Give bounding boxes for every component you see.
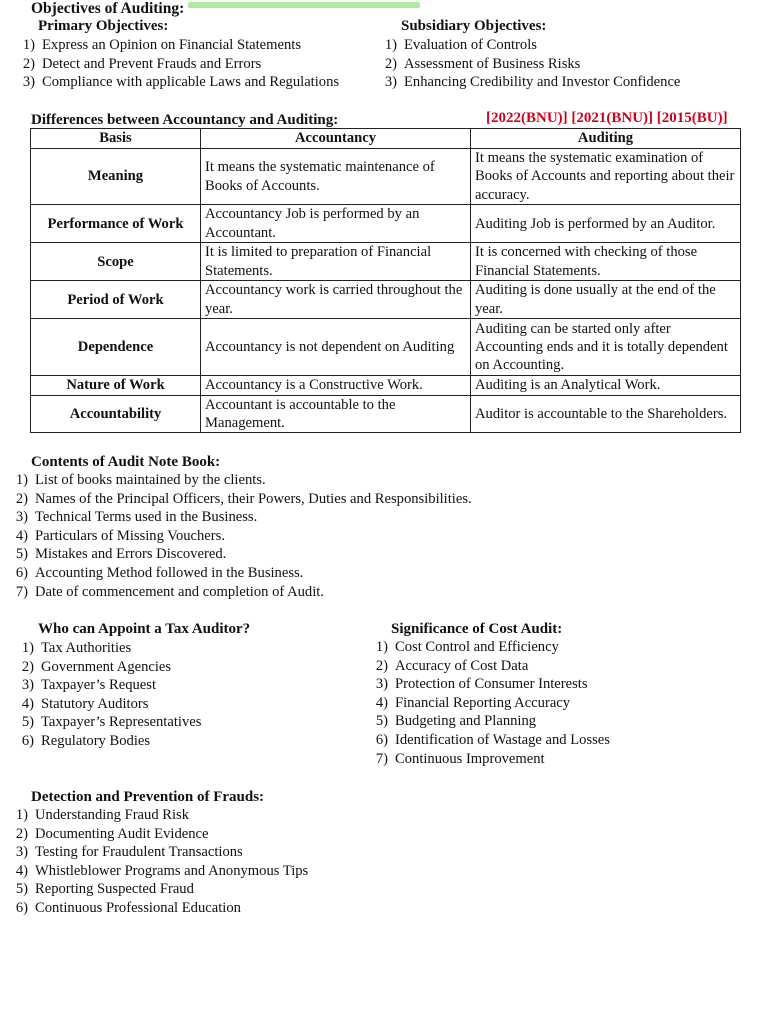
list-item-text: Reporting Suspected Fraud (35, 881, 194, 898)
list-item-text: Regulatory Bodies (41, 732, 151, 749)
list-item-text: Assessment of Business Risks (404, 55, 581, 72)
accountancy-cell: Accountant is accountable to the Management. (201, 395, 471, 433)
basis-cell: Dependence (31, 319, 201, 376)
list-item (371, 73, 680, 92)
basis-cell: Performance of Work (31, 205, 201, 243)
accountancy-cell: Accountancy work is carried throughout the year. (201, 281, 471, 319)
list-item-text: Identification of Wastage and Losses (395, 731, 610, 748)
list-item-number: 4) (15, 527, 28, 544)
accountancy-cell: Accountancy is not dependent on Auditing (201, 319, 471, 376)
list-item-number: 1) (375, 639, 388, 655)
list-item (8, 695, 201, 714)
frauds-list (2, 806, 308, 918)
list-item (362, 675, 610, 694)
list-item-number: 5) (375, 713, 388, 730)
list-item (8, 639, 201, 658)
list-item-number: 6) (15, 899, 28, 916)
accountancy-cell: It is limited to preparation of Financial Statements. (201, 243, 471, 281)
auditing-cell: Auditing is an Analytical Work. (471, 376, 741, 395)
list-item-number: 2) (15, 825, 28, 842)
list-item (362, 712, 610, 731)
list-item-text: Testing for Fraudulent Transactions (35, 844, 243, 861)
list-item-number: 4) (15, 862, 28, 879)
list-item (8, 732, 201, 751)
list-item-number: 5) (21, 714, 34, 731)
auditing-cell: Auditing is done usually at the end of the year. (471, 281, 741, 319)
list-item-number: 4) (21, 695, 34, 712)
basis-cell: Accountability (31, 395, 201, 433)
primary-objectives-title: Primary Objectives: (38, 18, 169, 34)
list-item-text: Tax Authorities (41, 640, 132, 656)
exam-references: [2022(BNU)] [2021(BNU)] [2015(BU)] (486, 110, 728, 126)
list-item-number: 1) (22, 37, 35, 53)
basis-cell: Period of Work (31, 281, 201, 319)
auditing-cell: Auditor is accountable to the Shareholders. (471, 395, 741, 433)
list-item-text: Technical Terms used in the Business. (35, 509, 258, 526)
list-item-number: 3) (375, 676, 388, 693)
auditing-cell: It means the systematic examination of Books of Accounts and reporting about their accuracy. (471, 149, 741, 205)
accountancy-cell: Accountancy Job is performed by an Accountant. (201, 205, 471, 243)
list-item-text: Budgeting and Planning (395, 713, 537, 730)
list-item (2, 583, 472, 602)
list-item-text: Documenting Audit Evidence (35, 825, 209, 842)
tax-auditor-title: Who can Appoint a Tax Auditor? (38, 621, 251, 637)
header-accountancy: Accountancy (201, 129, 471, 149)
list-item (371, 55, 680, 74)
list-item (2, 527, 472, 546)
list-item-number: 1) (384, 37, 397, 53)
table-row (31, 243, 741, 281)
list-item-number: 3) (384, 74, 397, 91)
table-row (31, 149, 741, 205)
list-item (2, 545, 472, 564)
differences-table (30, 128, 741, 433)
list-item-text: Taxpayer’s Request (41, 677, 157, 694)
list-item-text: Statutory Auditors (41, 695, 149, 712)
table-row (31, 395, 741, 433)
list-item-text: Whistleblower Programs and Anonymous Tips (35, 862, 309, 879)
cost-audit-title: Significance of Cost Audit: (391, 621, 563, 637)
list-item-number: 7) (15, 583, 28, 600)
list-item (2, 564, 472, 583)
list-item-text: Protection of Consumer Interests (395, 676, 588, 693)
list-item (9, 36, 339, 55)
list-item (2, 825, 308, 844)
auditing-cell: Auditing can be started only after Accounting ends and it is totally dependent on Accounting. (471, 319, 741, 376)
table-row (31, 376, 741, 395)
auditing-cell: It is concerned with checking of those Financial Statements. (471, 243, 741, 281)
list-item (2, 880, 308, 899)
list-item-text: Understanding Fraud Risk (35, 807, 190, 823)
list-item (9, 73, 339, 92)
list-item-text: Cost Control and Efficiency (395, 639, 559, 655)
list-item (2, 806, 308, 825)
list-item-number: 2) (375, 657, 388, 674)
list-item-text: Evaluation of Controls (404, 37, 537, 53)
list-item (9, 55, 339, 74)
list-item-text: Names of the Principal Officers, their Powers, Duties and Responsibilities. (35, 490, 472, 507)
table-row (31, 281, 741, 319)
list-item-text: Accounting Method followed in the Business. (35, 564, 304, 581)
primary-objectives-list (9, 36, 339, 92)
table-row (31, 205, 741, 243)
list-item-number: 5) (15, 881, 28, 898)
list-item-text: Mistakes and Errors Discovered. (35, 546, 227, 563)
header-basis: Basis (31, 129, 201, 149)
list-item-text: Date of commencement and completion of Audit. (35, 583, 324, 600)
table-row (31, 319, 741, 376)
list-item (2, 490, 472, 509)
list-item-text: Compliance with applicable Laws and Regulations (42, 74, 340, 91)
list-item (362, 638, 610, 657)
list-item-text: Continuous Professional Education (35, 899, 241, 916)
accountancy-cell: It means the systematic maintenance of Books of Accounts. (201, 149, 471, 205)
list-item-number: 1) (15, 807, 28, 823)
list-item (2, 843, 308, 862)
list-item-number: 3) (15, 509, 28, 526)
list-item-number: 2) (21, 658, 34, 675)
subsidiary-objectives-title: Subsidiary Objectives: (401, 18, 547, 34)
list-item-text: Enhancing Credibility and Investor Confidence (404, 74, 681, 91)
accountancy-cell: Accountancy is a Constructive Work. (201, 376, 471, 395)
list-item-number: 5) (15, 546, 28, 563)
basis-cell: Meaning (31, 149, 201, 205)
frauds-title: Detection and Prevention of Frauds: (31, 789, 265, 805)
note-book-title: Contents of Audit Note Book: (31, 454, 221, 470)
auditing-cell: Auditing Job is performed by an Auditor. (471, 205, 741, 243)
subsidiary-objectives-list (371, 36, 680, 92)
list-item (2, 508, 472, 527)
list-item-number: 6) (15, 564, 28, 581)
list-item-text: Continuous Improvement (395, 750, 545, 767)
list-item-text: Detect and Prevent Frauds and Errors (42, 55, 262, 72)
list-item-text: Accuracy of Cost Data (395, 657, 529, 674)
list-item-text: Particulars of Missing Vouchers. (35, 527, 225, 544)
basis-cell: Nature of Work (31, 376, 201, 395)
list-item-number: 7) (375, 750, 388, 767)
list-item-number: 3) (22, 74, 35, 91)
list-item (8, 676, 201, 695)
list-item-text: Government Agencies (41, 658, 172, 675)
differences-title: Differences between Accountancy and Auditing: (31, 112, 339, 128)
highlighter-mark (188, 2, 420, 8)
list-item (362, 750, 610, 769)
note-book-list (2, 471, 472, 601)
list-item-number: 4) (375, 694, 388, 711)
list-item-number: 6) (375, 731, 388, 748)
list-item (2, 471, 472, 490)
list-item (8, 658, 201, 677)
list-item-text: Financial Reporting Accuracy (395, 694, 571, 711)
list-item-number: 3) (15, 844, 28, 861)
list-item (2, 862, 308, 881)
cost-audit-list (362, 638, 610, 768)
list-item-number: 1) (15, 472, 28, 488)
header-auditing: Auditing (471, 129, 741, 149)
list-item-text: Taxpayer’s Representatives (41, 714, 202, 731)
list-item-text: List of books maintained by the clients. (35, 472, 266, 488)
list-item (371, 36, 680, 55)
list-item-number: 3) (21, 677, 34, 694)
list-item-number: 6) (21, 732, 34, 749)
basis-cell: Scope (31, 243, 201, 281)
list-item-number: 2) (384, 55, 397, 72)
objectives-title: Objectives of Auditing: (31, 0, 185, 17)
list-item (8, 713, 201, 732)
list-item (362, 731, 610, 750)
list-item (2, 899, 308, 918)
table-header-row (31, 129, 741, 149)
list-item (362, 694, 610, 713)
list-item-number: 2) (22, 55, 35, 72)
list-item-text: Express an Opinion on Financial Statements (42, 37, 301, 53)
list-item (362, 657, 610, 676)
list-item-number: 1) (21, 640, 34, 656)
table-body (31, 149, 741, 433)
tax-auditor-list (8, 639, 201, 751)
list-item-number: 2) (15, 490, 28, 507)
